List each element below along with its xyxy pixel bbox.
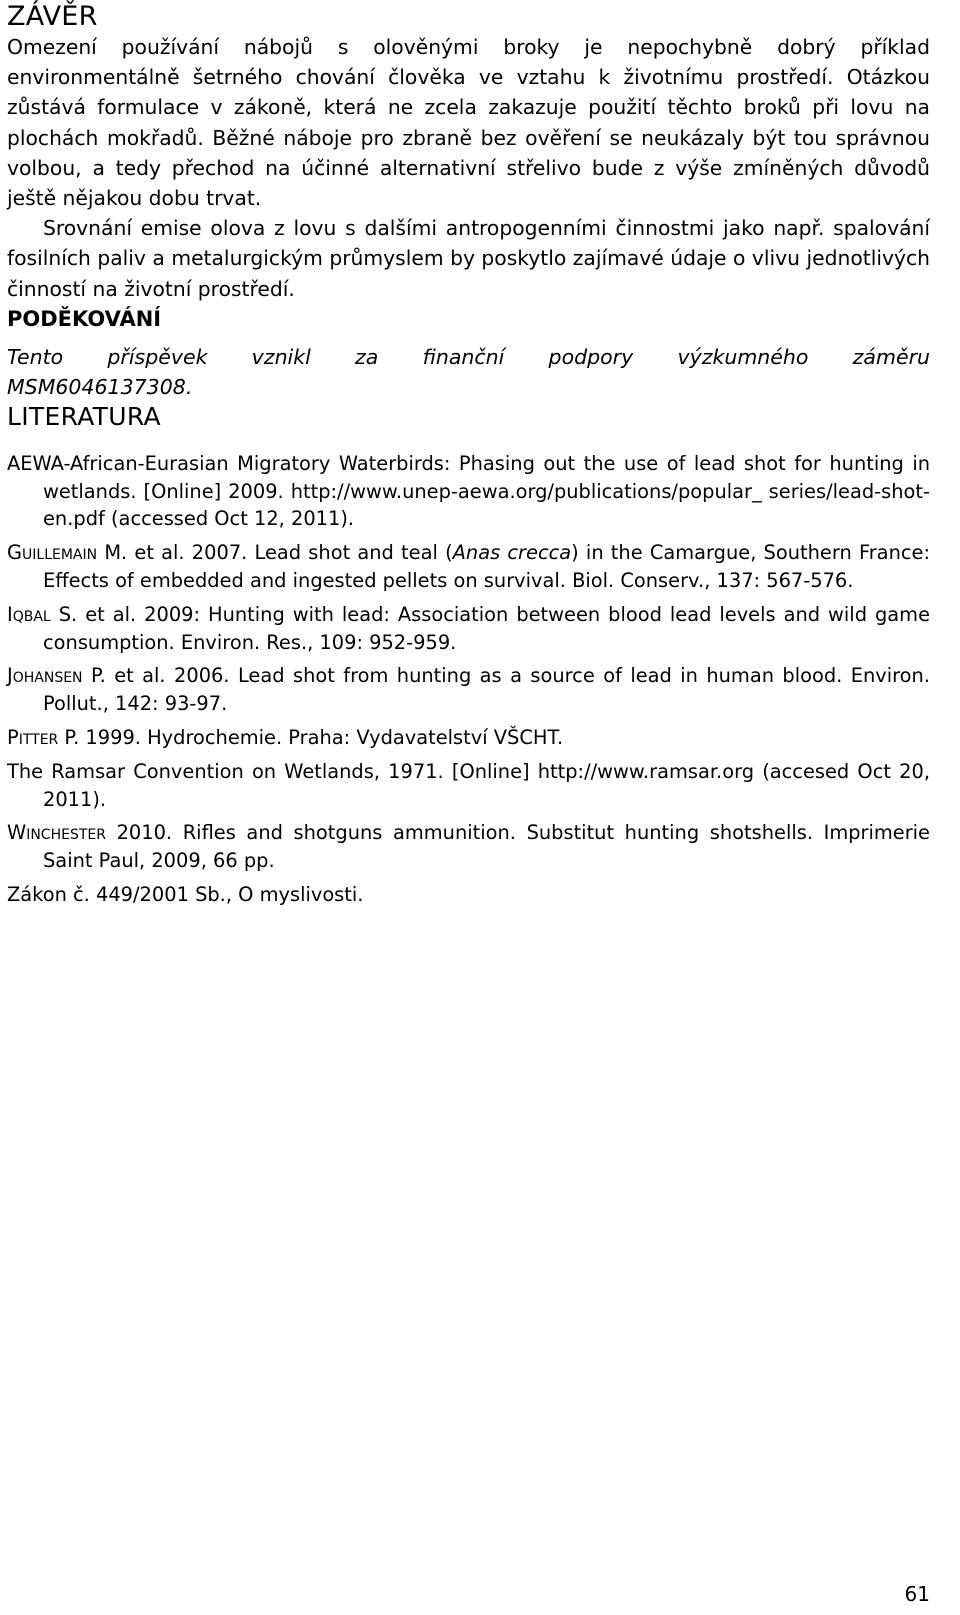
reference-author-rest: uillemain xyxy=(22,541,98,565)
reference-text: 2010. Rifles and shotguns ammunition. Substitut hunting shotshells. Imprimerie Saint Paul, 2009, 66 pp. xyxy=(43,821,930,873)
reference-text: The Ramsar Convention on Wetlands, 1971. [Online] http://www.ramsar.org (accesed Oct 20, 2011). xyxy=(7,759,930,811)
reference-text: P. 1999. Hydrochemie. Praha: Vydavatelství VŠCHT. xyxy=(58,726,564,749)
acknowledgement-grant-number: MSM6046137308. xyxy=(7,374,193,399)
zaver-paragraph-2: Srovnání emise olova z lovu s dalšími antropogenními činnostmi jako např. spalování fosilních paliv a metalurgickým průmyslem by poskytlo zajímavé údaje o vlivu jednotlivých činností na životní prostředí. xyxy=(7,216,930,301)
podekovani-heading: PODĚKOVÁNÍ xyxy=(7,306,162,331)
zaver-heading: ZÁVĚR xyxy=(7,1,98,32)
reference-author-rest: itter xyxy=(18,726,59,749)
reference-text: S. et al. 2009: Hunting with lead: Association between blood lead levels and wild game consumption. Environ. Res., 109: 952-959. xyxy=(43,602,930,654)
document-page xyxy=(7,0,930,915)
reference-author-initial: G xyxy=(7,541,23,565)
page-number: 61 xyxy=(904,1582,930,1606)
reference-author-rest: inchester xyxy=(26,821,106,845)
reference-author-rest: qbal xyxy=(12,602,51,626)
reference-item xyxy=(7,662,930,718)
reference-text: M. et al. 2007. Lead shot and teal ( xyxy=(97,541,453,565)
reference-author-rest: ohansen xyxy=(12,664,83,688)
reference-item xyxy=(7,724,930,752)
reference-list xyxy=(7,450,930,909)
reference-item xyxy=(7,539,930,595)
literatura-heading: LITERATURA xyxy=(7,401,161,431)
zaver-paragraph-1: Omezení používání nábojů s olověnými broky je nepochybně dobrý příklad environmentálně šetrného chování člověka ve vztahu k životnímu prostředí. Otázkou zůstává formulace v zákoně, která ne zcela zakazuje použití těchto broků při lovu na plochách mokřadů. Běžné náboje pro zbraně bez ověření se neukázaly být tou správnou volbou, a tedy přechod na účinné alternativní střelivo bude z výše zmíněných důvodů ještě nějakou dobu trvat. xyxy=(7,35,930,211)
reference-text: Zákon č. 449/2001 Sb., O myslivosti. xyxy=(7,882,364,906)
reference-species-name: Anas crecca xyxy=(452,541,572,565)
reference-text: AEWA-African-Eurasian Migratory Waterbirds: Phasing out the use of lead shot for hunting in wetlands. [Online] 2009. http://www.unep-aewa.org/publications/popular_ series/lead-shot-en.pdf (accessed Oct 12, 2011). xyxy=(7,451,930,531)
acknowledgement-line-1: Tento příspěvek vznikl za finanční podpory výzkumného záměru xyxy=(7,344,930,369)
acknowledgement-text xyxy=(7,342,930,402)
reference-item xyxy=(7,819,930,875)
reference-text: P. et al. 2006. Lead shot from hunting as a source of lead in human blood. Environ. Pollut., 142: 93-97. xyxy=(43,664,930,716)
reference-author-initial: I xyxy=(7,602,13,626)
reference-text: ) in the Camargue, Southern France: Effects of embedded and ingested pellets on survival. Biol. Conserv., 137: 567-576. xyxy=(43,541,930,593)
reference-author-initial: P xyxy=(7,726,19,749)
reference-author-initial: W xyxy=(7,821,27,845)
reference-item xyxy=(7,881,930,909)
reference-item xyxy=(7,450,930,533)
reference-item xyxy=(7,601,930,657)
reference-item xyxy=(7,758,930,814)
reference-author-initial: J xyxy=(7,664,13,688)
